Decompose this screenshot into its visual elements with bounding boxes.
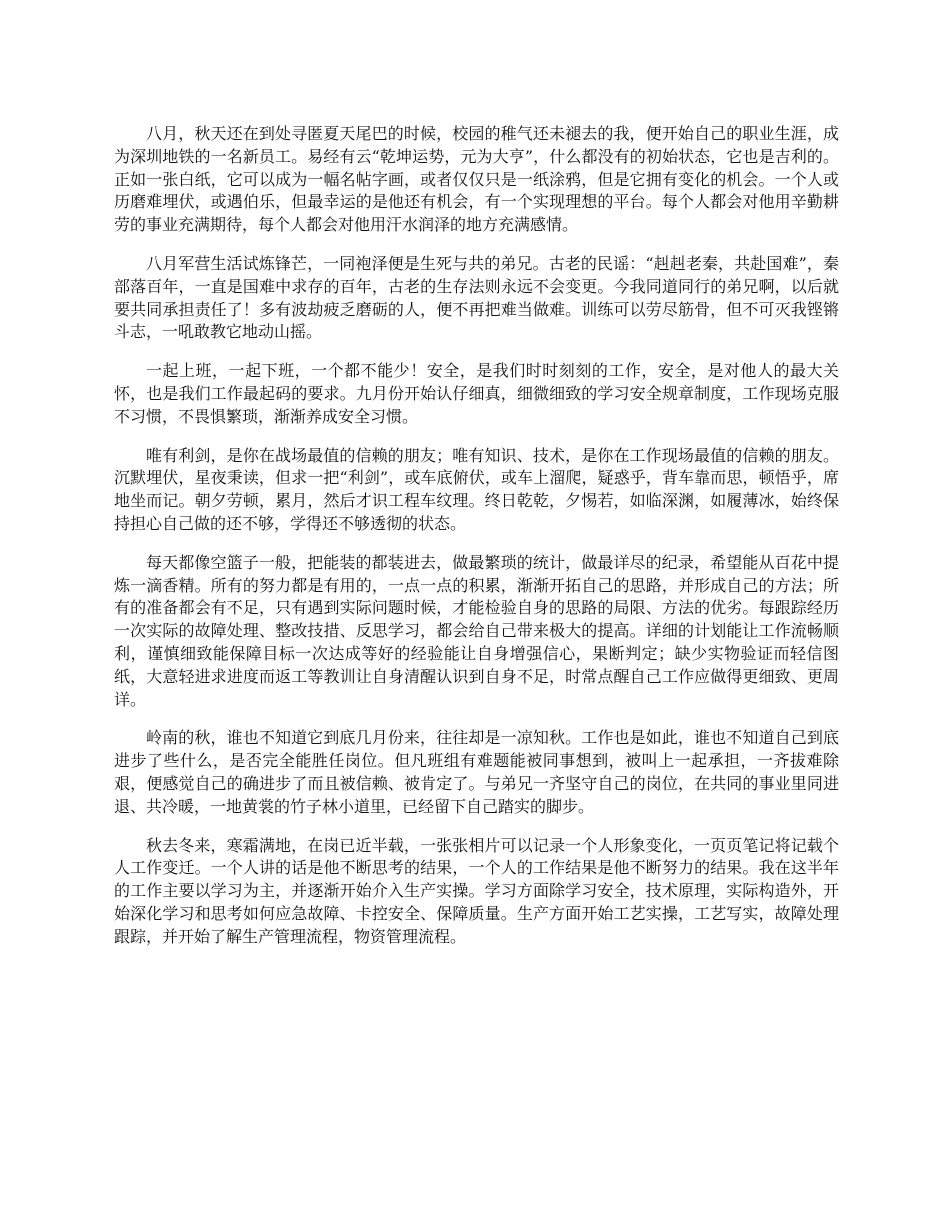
paragraph-6: 岭南的秋，谁也不知道它到底几月份来，往往却是一凉知秋。工作也是如此，谁也不知道自己到底进步了些什么，是否完全能胜任岗位。但凡班组有难题能被同事想到，被叫上一起承担，一齐拔难除艰，便感觉自己的确进步了而且被信赖、被肯定了。与弟兄一齐坚守自己的岗位，在共同的事业里同进退、共冷暖，一地黄裳的竹子林小道里，已经留下自己踏实的脚步。 xyxy=(114,728,839,816)
paragraph-3: 一起上班，一起下班，一个都不能少！安全，是我们时时刻刻的工作，安全，是对他人的最大关怀，也是我们工作最起码的要求。九月份开始认仔细真，细微细致的学习安全规章制度，工作现场克服不习惯，不畏惧繁琐，渐渐养成安全习惯。 xyxy=(114,361,839,426)
document-body xyxy=(114,123,839,965)
paragraph-7: 秋去冬来，寒霜满地，在岗已近半载，一张张相片可以记录一个人形象变化，一页页笔记将记载个人工作变迁。一个人讲的话是他不断思考的结果，一个人的工作结果是他不断努力的结果。我在这半年的工作主要以学习为主，并逐渐开始介入生产实操。学习方面除学习安全，技术原理，实际构造外，开始深化学习和思考如何应急故障、卡控安全、保障质量。生产方面开始工艺实操，工艺写实，故障处理跟踪，并开始了解生产管理流程，物资管理流程。 xyxy=(114,835,839,946)
paragraph-5: 每天都像空篮子一般，把能装的都装进去，做最繁琐的统计，做最详尽的纪录，希望能从百花中提炼一滴香精。所有的努力都是有用的，一点一点的积累，渐渐开拓自己的思路，并形成自己的方法；所有的准备都会有不足，只有遇到实际问题时候，才能检验自身的思路的局限、方法的优劣。每跟踪经历一次实际的故障处理、整改技措、反思学习，都会给自己带来极大的提高。详细的计划能让工作流畅顺利，谨慎细致能保障目标一次达成等好的经验能让自身增强信心，果断判定；缺少实物验证而轻信图纸，大意轻进求进度而返工等教训让自身清醒认识到自身不足，时常点醒自己工作应做得更细致、更周详。 xyxy=(114,552,839,709)
paragraph-4: 唯有利剑，是你在战场最值的信赖的朋友；唯有知识、技术，是你在工作现场最值的信赖的朋友。沉默埋伏，星夜秉读，但求一把“利剑”，或车底俯伏，或车上溜爬，疑惑乎，背车靠而思，顿悟乎，席地坐而记。朝夕劳顿，累月，然后才识工程车纹理。终日乾乾，夕惕若，如临深渊，如履薄冰，始终保持担心自己做的还不够，学得还不够透彻的状态。 xyxy=(114,445,839,533)
paragraph-1: 八月，秋天还在到处寻匿夏天尾巴的时候，校园的稚气还未褪去的我，便开始自己的职业生涯，成为深圳地铁的一名新员工。易经有云“乾坤运势，元为大亨”，什么都没有的初始状态，它也是吉利的。正如一张白纸，它可以成为一幅名帖字画，或者仅仅只是一纸涂鸦，但是它拥有变化的机会。一个人或历磨难埋伏，或遇伯乐，但最幸运的是他还有机会，有一个实现理想的平台。每个人都会对他用辛勤耕劳的事业充满期待，每个人都会对他用汗水润泽的地方充满感情。 xyxy=(114,124,839,235)
paragraph-2: 八月军营生活试炼锋芒，一同袍泽便是生死与共的弟兄。古老的民谣：“赳赳老秦，共赴国难”，秦部落百年，一直是国难中求存的百年，古老的生存法则永远不会变更。今我同道同行的弟兄啊，以后就要共同承担责任了！多有波劫疲乏磨砺的人，便不再把难当做难。训练可以劳尽筋骨，但不可灭我铿锵斗志，一吼敢教它地动山摇。 xyxy=(114,253,839,342)
